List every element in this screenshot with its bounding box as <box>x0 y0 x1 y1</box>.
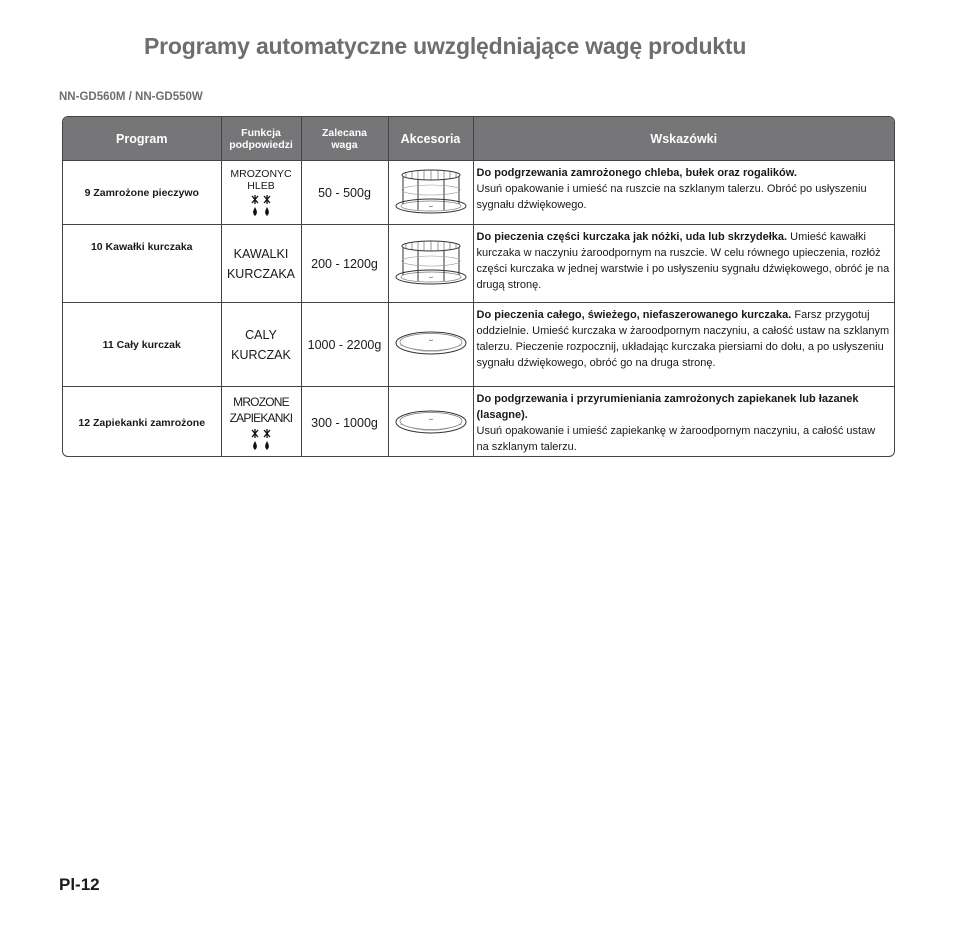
function-line1: KAWALKI <box>233 246 289 261</box>
accessory-cell <box>388 303 473 387</box>
page-number: Pl-12 <box>59 875 100 894</box>
program-name: 10 Kawałki kurczaka <box>63 225 221 303</box>
page-title: Programy automatyczne uwzględniające wagę produktu <box>144 33 747 59</box>
table-header-row <box>63 117 894 161</box>
hint-cell <box>473 225 894 303</box>
glass-plate-icon <box>394 326 468 360</box>
function-cell <box>221 225 301 303</box>
accessory-cell <box>388 387 473 458</box>
function-cell <box>221 303 301 387</box>
function-line2: HLEB <box>247 179 275 192</box>
weight-value: 50 - 500g <box>301 161 388 225</box>
program-name: 12 Zapiekanki zamrożone <box>63 387 221 458</box>
frozen-snowflake-drops-icon <box>248 194 274 218</box>
hint-bold: Do pieczenia całego, świeżego, niefaszerowanego kurczaka. <box>476 309 792 321</box>
weight-value: 1000 - 2200g <box>301 303 388 387</box>
hint-bold: Do pieczenia części kurczaka jak nóżki, uda lub skrzydełka. <box>476 231 788 243</box>
header-hints: Wskazówki <box>473 117 894 161</box>
accessory-cell <box>388 225 473 303</box>
rack-on-plate-icon <box>394 166 468 216</box>
header-weight-line1: Zalecana <box>322 126 367 139</box>
hint-text: Usuń opakowanie i umieść na ruszcie na szklanym talerzu. Obróć po usłyszeniu sygnału dźwiękowego. <box>476 183 867 211</box>
header-accessory: Akcesoria <box>388 117 473 161</box>
header-function-line1: Funkcja <box>241 126 281 139</box>
header-program: Program <box>63 117 221 161</box>
hint-text: Umieść kawałki kurczaka w naczyniu żaroodpornym na ruszcie. W celu równego upieczenia, rozłóż części kurczaka w jednej warstwie i po usłyszeniu sygnału dźwiękowego, obróć je na drugą stronę. <box>476 231 890 291</box>
table-row <box>63 225 894 303</box>
weight-value: 300 - 1000g <box>301 387 388 458</box>
hint-bold: Do podgrzewania i przyrumieniania zamrożonych zapiekanek lub łazanek (lasagne). <box>476 393 859 421</box>
accessory-cell <box>388 161 473 225</box>
rack-on-plate-icon <box>394 237 468 287</box>
function-line1: MROZONE <box>233 395 289 409</box>
table-row <box>63 303 894 387</box>
header-function <box>221 117 301 161</box>
frozen-snowflake-drops-icon <box>248 428 274 452</box>
function-line2: KURCZAK <box>231 347 291 362</box>
glass-plate-icon <box>394 405 468 439</box>
hint-cell <box>473 161 894 225</box>
model-label: NN-GD560M / NN-GD550W <box>59 91 203 103</box>
table-row <box>63 161 894 225</box>
header-weight-line2: waga <box>331 138 358 151</box>
hint-text: Usuń opakowanie i umieść zapiekankę w żaroodpornym naczyniu, a całość ustaw na szklanym talerzu. <box>476 425 876 453</box>
weight-value: 200 - 1200g <box>301 225 388 303</box>
table-row <box>63 387 894 458</box>
hint-cell <box>473 387 894 458</box>
program-name: 9 Zamrożone pieczywo <box>63 161 221 225</box>
program-name: 11 Cały kurczak <box>63 303 221 387</box>
function-line2: ZAPIEKANKI <box>229 411 293 425</box>
header-weight <box>301 117 388 161</box>
programs-table <box>62 116 895 457</box>
hint-cell <box>473 303 894 387</box>
function-line1: MROZONYC <box>230 167 292 180</box>
function-line1: CALY <box>245 327 277 342</box>
function-line2: KURCZAKA <box>226 266 296 281</box>
function-cell <box>221 161 301 225</box>
hint-bold: Do podgrzewania zamrożonego chleba, bułek oraz rogalików. <box>476 167 797 179</box>
hint-text: Farsz przygotuj oddzielnie. Umieść kurczaka w żaroodpornym naczyniu, a całość ustaw na szklanym talerzu. Pieczenie rozpocznij, układając kurczaka piersiami do dołu, a po usłyszeniu sygnału dźwiękowego, obróć go na druga stronę. <box>476 309 890 369</box>
function-cell <box>221 387 301 458</box>
header-function-line2: podpowiedzi <box>229 138 293 151</box>
